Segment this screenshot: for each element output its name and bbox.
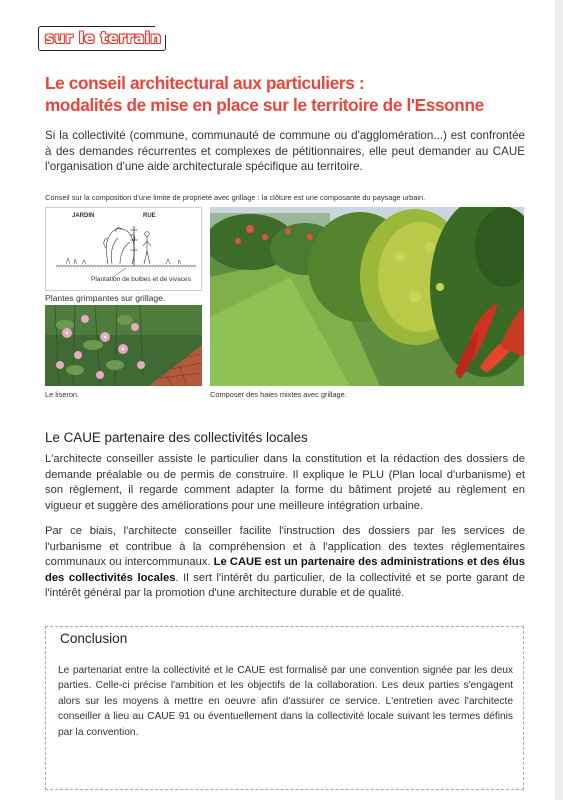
page-title	[45, 72, 535, 116]
section-heading: Le CAUE partenaire des collectivités locales	[45, 430, 308, 445]
body-paragraph-2	[45, 524, 525, 602]
section-tag	[38, 26, 166, 51]
sketch-label-rue: RUE	[143, 213, 156, 219]
liseron-photo	[45, 305, 202, 386]
caption-climbing-plants: Plantes grimpantes sur grillage.	[45, 293, 166, 303]
page-edge	[555, 0, 563, 800]
conclusion-title: Conclusion	[60, 631, 128, 646]
sketch-caption: Plantation de bulbes et de vivaces	[90, 276, 192, 283]
section-tag-label: sur le terrain	[45, 29, 162, 47]
title-line-2: modalités de mise en place sur le territoire de l'Essonne	[45, 95, 484, 115]
conclusion-box	[45, 626, 524, 790]
title-line-1: Le conseil architectural aux particuliers :	[45, 73, 365, 93]
caption-hedges: Composer des haies mixtes avec grillage.	[210, 390, 347, 399]
body-paragraph-1: L'architecte conseiller assiste le particulier dans la constitution et la rédaction des dossiers de demande préalable ou de permis de construire. Il explique le PLU (Plan local d'urbanisme) et son règlement, il regarde comment adapter la forme du bâtiment projeté au règlement en vigueur et suggère des améliorations pour une meilleure intégration urbaine.	[45, 453, 525, 512]
sketch-label-jardin: JARDIN	[72, 213, 95, 219]
intro-paragraph: Si la collectivité (commune, communauté de commune ou d'agglomération...) est confrontée à des demandes récurrentes et complexes de pétitionnaires, elle peut demander au CAUE l'organisation d'une aide architecturale spécifique au territoire.	[45, 129, 525, 173]
para2-highlight: Le CAUE est un partenaire des administrations et des élus des collectivités locales	[45, 556, 525, 584]
caption-liseron: Le liseron.	[45, 390, 80, 399]
figure-caption-main: Conseil sur la composition d'une limite de propriété avec grillage : la clôture est une composante du paysage urbain.	[45, 193, 426, 202]
conclusion-text: Le partenariat entre la collectivité et le CAUE est formalisé par une convention signée par les deux parties. Celle-ci précise l'ambition et les objectifs de la collaboration. Les deux parties s'engagent alors sur les moyens à mettre en oeuvre afin d'assurer ce service. L'entretien avec l'architecte conseiller a lieu au CAUE 91 ou éventuellement dans la collectivité locale suivant les termes définis par la convention.	[58, 665, 513, 738]
para2-text-end: . Il sert l'intérêt du particulier, de la collectivité et se porte garant de l'intérêt général par la promotion d'une architecture durable et de qualité.	[45, 571, 525, 600]
mixed-hedge-photo	[210, 207, 524, 386]
fence-sketch	[45, 207, 202, 291]
para2-text-start: Par ce biais, l'architecte conseiller facilite l'instruction des dossiers par les services de l'urbanisme et contribue à la compréhension et à l'application des textes réglementaires communaux ou intercommunaux.	[45, 525, 525, 569]
